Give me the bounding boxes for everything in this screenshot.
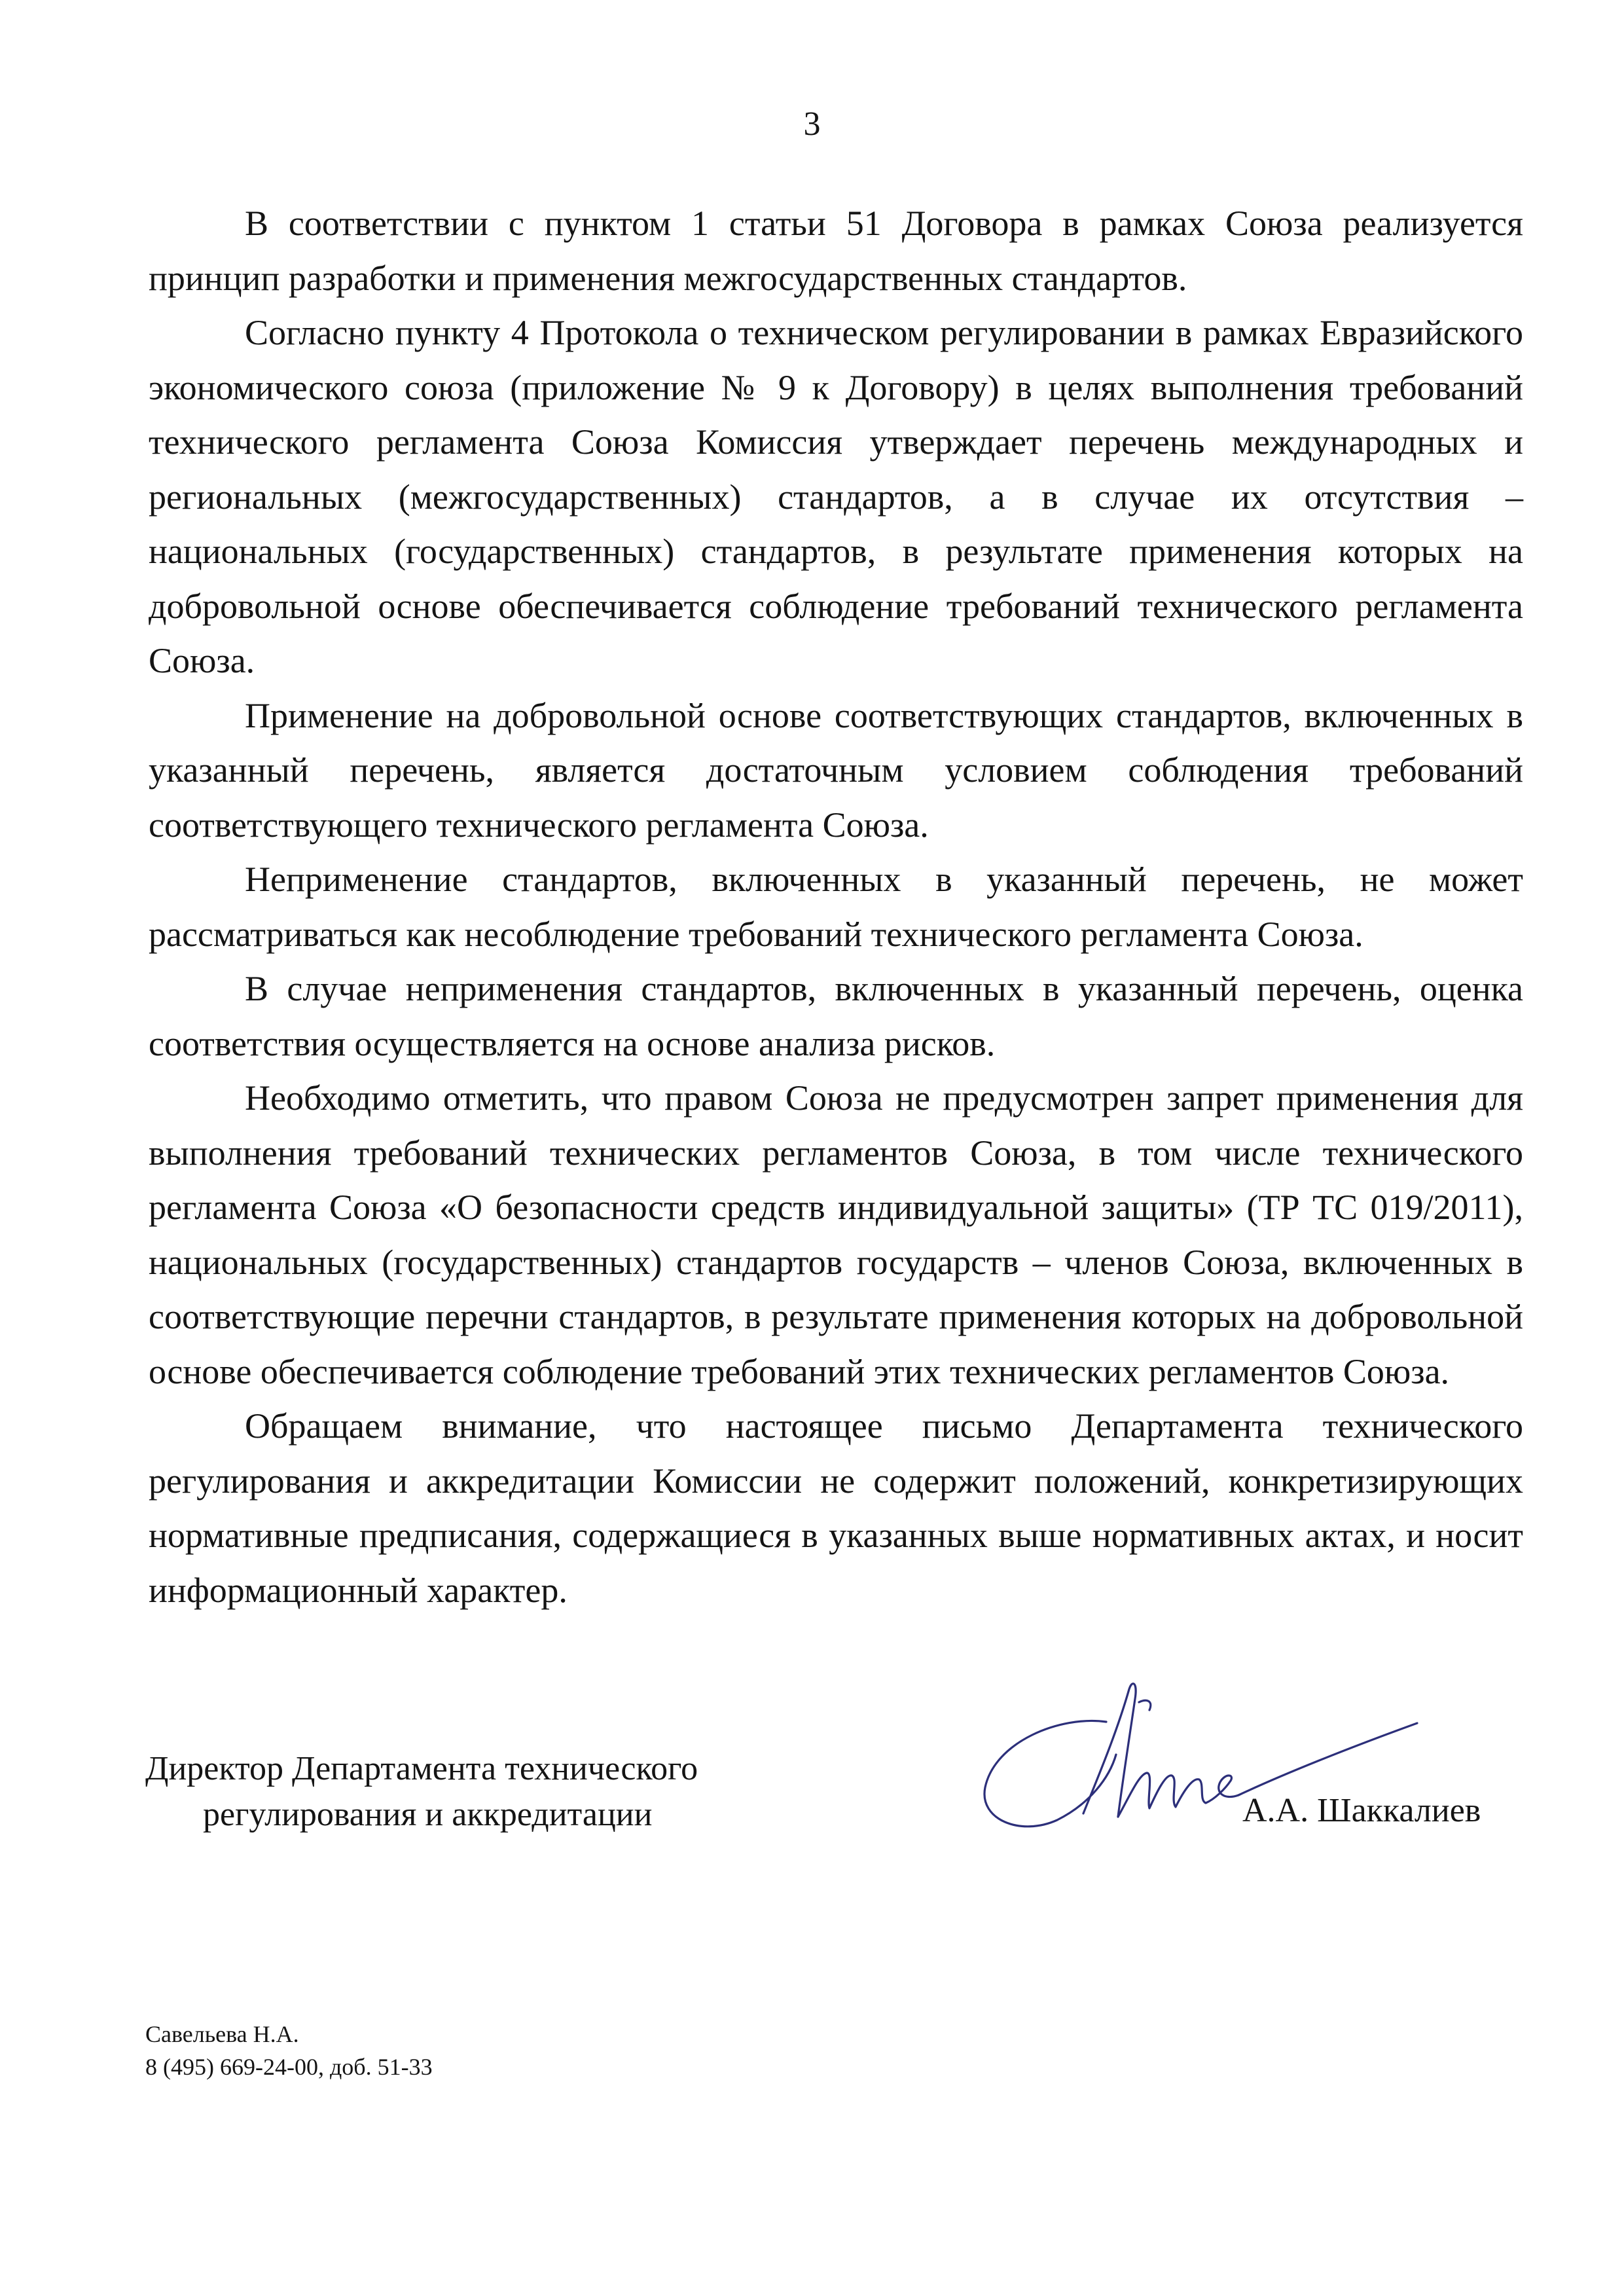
page-number: 3 [803, 105, 821, 143]
paragraph: В случае неприменения стандартов, включенных в указанный перечень, оценка соответствия осуществляется на основе анализа рисков. [149, 969, 1523, 1063]
signature-stroke [1139, 1700, 1151, 1710]
signer-position-line-2: регулирования и аккредитации [203, 1796, 653, 1833]
signer-position-line-1: Директор Департамента технического [145, 1750, 698, 1787]
paragraph: Применение на добровольной основе соответствующих стандартов, включенных в указанный перечень, является достаточным условием соблюдения требований соответствующего технического регламента Союза. [149, 695, 1523, 845]
signature-stroke [1238, 1723, 1417, 1795]
paragraph: Обращаем внимание, что настоящее письмо Департамента технического регулирования и аккредитации Комиссии не содержит положений, конкретизирующих нормативные предписания, содержащиеся в указанных выше нормативных актах, и носит информационный характер. [149, 1406, 1523, 1610]
paragraph: Неприменение стандартов, включенных в указанный перечень, не может рассматриваться как несоблюдение требований технического регламента Союза. [149, 860, 1523, 954]
signature-stroke [984, 1721, 1116, 1826]
signer-name: А.А. Шаккалиев [1242, 1792, 1481, 1829]
signer-position [145, 1746, 865, 1838]
paragraph: Согласно пункту 4 Протокола о техническом регулировании в рамках Евразийского экономического союза (приложение № 9 к Договору) в целях выполнения требований технического регламента Союза Комиссия утверждает перечень международных и региональных (межгосударственных) стандартов, а в случае их отсутствия – национальных (государственных) стандартов, в результате применения которых на добровольной основе обеспечивается соблюдение требований технического регламента Союза. [149, 313, 1523, 680]
letter-body [149, 196, 1523, 1618]
contact-phone: 8 (495) 669-24-00, доб. 51-33 [145, 2054, 433, 2080]
signature-stroke [1118, 1773, 1238, 1817]
contact-name: Савельева Н.А. [145, 2021, 299, 2047]
paragraph: В соответствии с пунктом 1 статьи 51 Договора в рамках Союза реализуется принцип разработки и применения межгосударственных стандартов. [149, 204, 1523, 298]
paragraph: Необходимо отметить, что правом Союза не предусмотрен запрет применения для выполнения требований технических регламентов Союза, в том числе технического регламента Союза «О безопасности средств индивидуальной защиты» (ТР ТС 019/2011), национальных (государственных) стандартов государств – членов Союза, включенных в соответствующие перечни стандартов, в результате применения которых на добровольной основе обеспечивается соблюдение требований этих технических регламентов Союза. [149, 1078, 1523, 1391]
contact-info [145, 2018, 433, 2083]
